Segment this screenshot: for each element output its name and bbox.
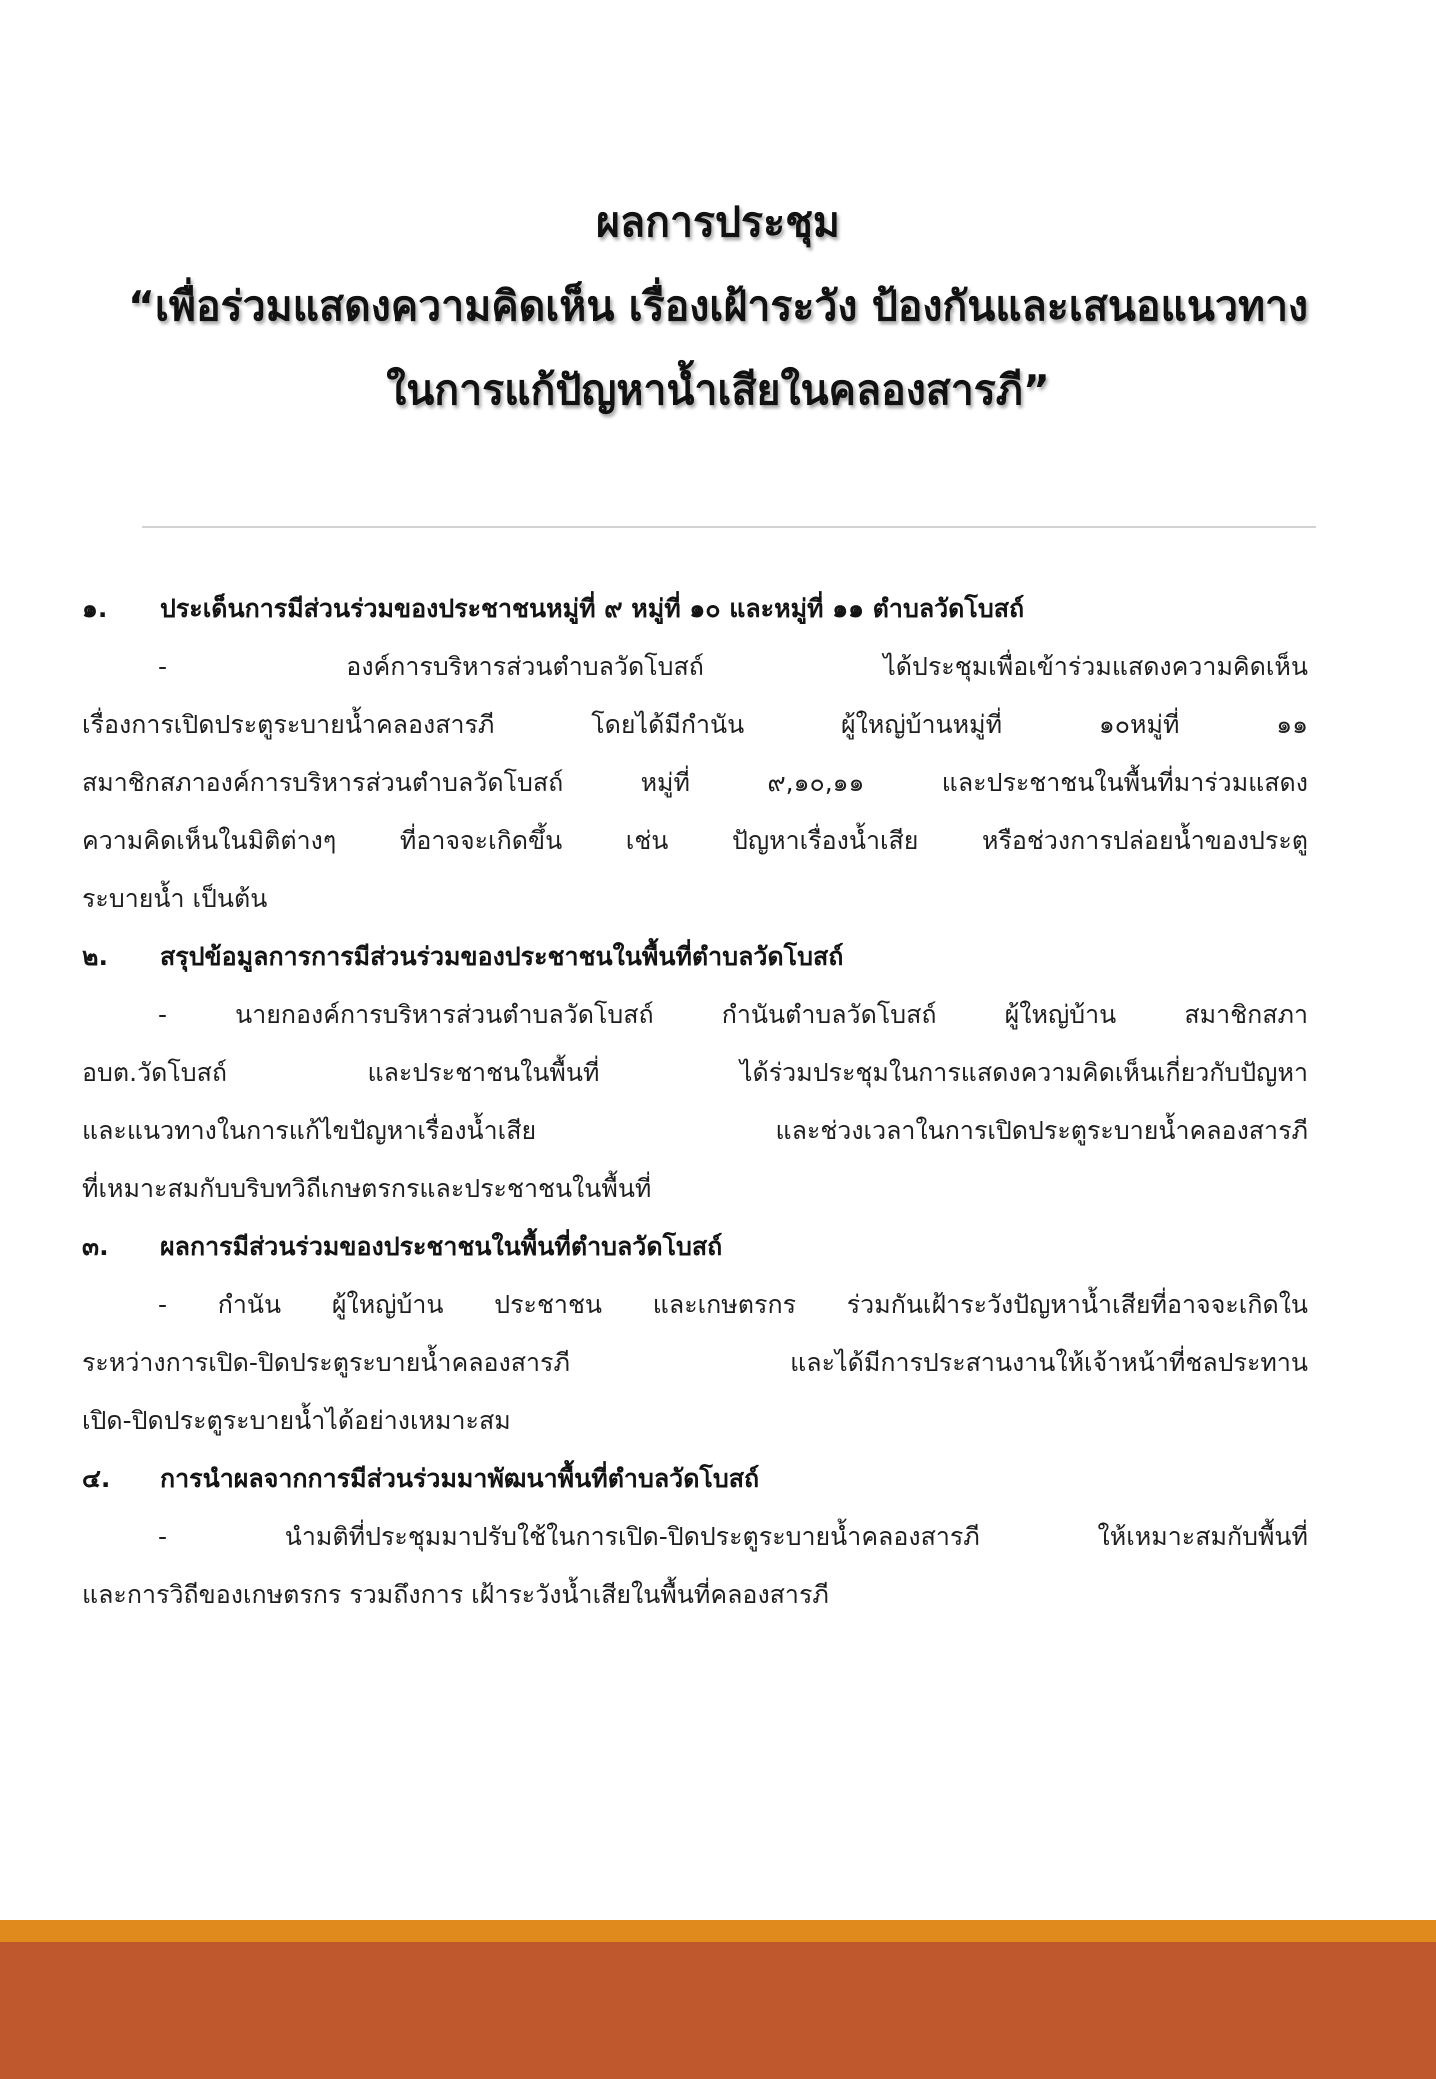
footer-band: [0, 1942, 1436, 2079]
section-4: [82, 1450, 1308, 1624]
section-paragraph: [82, 1276, 1308, 1450]
section-3: [82, 1218, 1308, 1450]
paragraph-line: และการวิถีของเกษตรกร รวมถึงการ เฝ้าระวังน้ำเสียในพื้นที่คลองสารภี: [82, 1580, 829, 1609]
section-heading: [82, 928, 1308, 986]
section-paragraph: [82, 986, 1308, 1218]
section-number: ๒.: [82, 942, 108, 971]
section-number: ๓.: [82, 1232, 109, 1261]
footer-accent-stripe: [0, 1920, 1436, 1942]
paragraph-line: และแนวทางในการแก้ไขปัญหาเรื่องน้ำเสีย และช่วงเวลาในการเปิดประตูระบายน้ำคลองสารภี: [82, 1116, 1308, 1145]
section-title: สรุปข้อมูลการการมีส่วนร่วมของประชาชนในพื้นที่ตำบลวัดโบสถ์: [160, 942, 844, 971]
section-1: [82, 580, 1308, 928]
section-heading: [82, 580, 1308, 638]
paragraph-line: - กำนัน ผู้ใหญ่บ้าน ประชาชน และเกษตรกร ร่วมกันเฝ้าระวังปัญหาน้ำเสียที่อาจจะเกิดใน: [158, 1290, 1308, 1319]
paragraph-line: - องค์การบริหารส่วนตำบลวัดโบสถ์ ได้ประชุมเพื่อเข้าร่วมแสดงความคิดเห็น: [158, 652, 1308, 681]
paragraph-line: เปิด-ปิดประตูระบายน้ำได้อย่างเหมาะสม: [82, 1406, 511, 1435]
paragraph-line: - นายกองค์การบริหารส่วนตำบลวัดโบสถ์ กำนันตำบลวัดโบสถ์ ผู้ใหญ่บ้าน สมาชิกสภา: [158, 1000, 1308, 1029]
title-line-3: ในการแก้ปัญหาน้ำเสียในคลองสารภี”: [386, 366, 1050, 414]
title-line-1: ผลการประชุม: [596, 198, 840, 246]
document-body: [82, 580, 1308, 1624]
section-heading: [82, 1450, 1308, 1508]
section-number: ๔.: [82, 1464, 111, 1493]
paragraph-line: ระบายน้ำ เป็นต้น: [82, 884, 268, 913]
section-heading: [82, 1218, 1308, 1276]
section-title: ประเด็นการมีส่วนร่วมของประชาชนหมู่ที่ ๙ หมู่ที่ ๑๐ และหมู่ที่ ๑๑ ตำบลวัดโบสถ์: [160, 594, 1025, 623]
paragraph-line: สมาชิกสภาองค์การบริหารส่วนตำบลวัดโบสถ์ หมู่ที่ ๙,๑๐,๑๑ และประชาชนในพื้นที่มาร่วมแสดง: [82, 768, 1308, 797]
section-2: [82, 928, 1308, 1218]
paragraph-line: ความคิดเห็นในมิติต่างๆ ที่อาจจะเกิดขึ้น เช่น ปัญหาเรื่องน้ำเสีย หรือช่วงการปล่อยน้ำของประตู: [82, 826, 1308, 855]
section-title: การนำผลจากการมีส่วนร่วมมาพัฒนาพื้นที่ตำบลวัดโบสถ์: [160, 1464, 760, 1493]
section-number: ๑.: [82, 594, 108, 623]
paragraph-line: เรื่องการเปิดประตูระบายน้ำคลองสารภี โดยได้มีกำนัน ผู้ใหญ่บ้านหมู่ที่ ๑๐หมู่ที่ ๑๑: [82, 710, 1308, 739]
paragraph-line: ที่เหมาะสมกับบริบทวิถีเกษตรกรและประชาชนในพื้นที่: [82, 1174, 652, 1203]
paragraph-line: ระหว่างการเปิด-ปิดประตูระบายน้ำคลองสารภี และได้มีการประสานงานให้เจ้าหน้าที่ชลประทาน: [82, 1348, 1308, 1377]
document-title: [60, 180, 1376, 432]
title-line-2: “เพื่อร่วมแสดงความคิดเห็น เรื่องเฝ้าระวัง ป้องกันและเสนอแนวทาง: [127, 282, 1309, 330]
paragraph-line: - นำมติที่ประชุมมาปรับใช้ในการเปิด-ปิดประตูระบายน้ำคลองสารภี ให้เหมาะสมกับพื้นที่: [158, 1522, 1308, 1551]
paragraph-line: อบต.วัดโบสถ์ และประชาชนในพื้นที่ ได้ร่วมประชุมในการแสดงความคิดเห็นเกี่ยวกับปัญหา: [82, 1058, 1308, 1087]
title-divider: [142, 526, 1316, 528]
section-paragraph: [82, 638, 1308, 928]
section-title: ผลการมีส่วนร่วมของประชาชนในพื้นที่ตำบลวัดโบสถ์: [160, 1232, 723, 1261]
section-paragraph: [82, 1508, 1308, 1624]
